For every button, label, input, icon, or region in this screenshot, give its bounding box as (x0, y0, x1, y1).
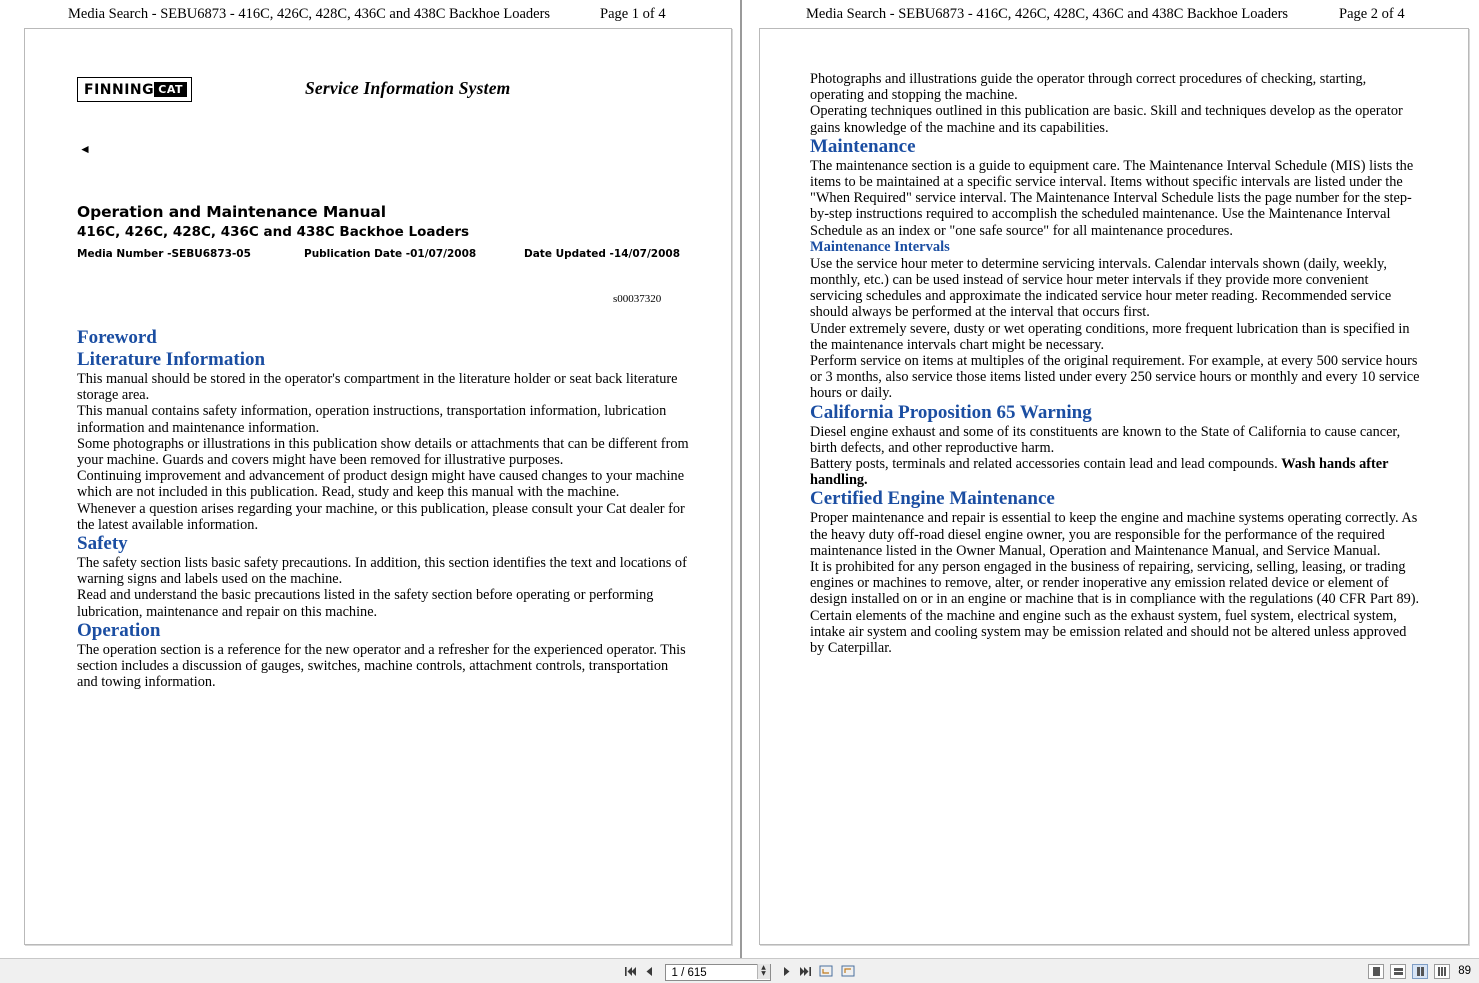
brand-row (77, 77, 687, 107)
paragraph-literature-3: Some photographs or illustrations in this publication show details or attachments that can be different from your machine. Guards and covers might have been removed for illustrative purposes. (77, 435, 689, 469)
page-header-title-right: Media Search - SEBU6873 - 416C, 426C, 428C, 436C and 438C Backhoe Loaders (806, 6, 1289, 22)
stepper-down-icon[interactable]: ▼ (761, 970, 766, 977)
first-page-icon[interactable] (623, 963, 638, 980)
fit-page-icon[interactable] (817, 963, 835, 980)
paragraph-safety-1: The safety section lists basic safety precautions. In addition, this section identifies the text and locations of warning signs and labels used on the machine. (77, 555, 687, 588)
paragraph-california-1: Diesel engine exhaust and some of its constituents are known to the State of California to cause cancer, birth defects, and other reproductive harm. (810, 423, 1401, 456)
page-pane-left (0, 0, 740, 958)
page-header-title-left: Media Search - SEBU6873 - 416C, 426C, 428C, 436C and 438C Backhoe Loaders (68, 6, 551, 22)
facing-pages-view-icon[interactable] (1412, 964, 1428, 979)
paragraph-intervals-2: Under extremely severe, dusty or wet operating conditions, more frequent lubrication than is specified in the maintenance intervals chart might be necessary. (810, 320, 1410, 353)
fit-width-icon[interactable] (839, 963, 857, 980)
heading-foreword: Foreword (77, 327, 157, 348)
subheading-maintenance-intervals: Maintenance Intervals (810, 238, 950, 255)
single-page-view-icon[interactable] (1368, 964, 1384, 979)
page-header-right (740, 6, 1479, 26)
page-number-field-wrapper (665, 963, 771, 980)
continuous-view-icon[interactable] (1390, 964, 1406, 979)
service-information-system-title: Service Information System (305, 78, 511, 98)
paragraph-top-2: Operating techniques outlined in this publication are basic. Skill and techniques develop as the operator gains knowledge of the machine and its capabilities. (810, 103, 1403, 136)
publication-date: Publication Date -01/07/2008 (304, 248, 477, 260)
paragraph-intervals-3: Perform service on items at multiples of the original requirement. For example, at every 500 service hours or 3 months, also service those items listed under every 250 service hours or monthly and every 10 service hours or daily. (810, 353, 1420, 402)
last-page-icon[interactable] (798, 963, 813, 980)
stepper-up-icon[interactable]: ▲ (761, 964, 766, 971)
left-page-text-flow (77, 327, 691, 690)
document-title-line1: Operation and Maintenance Manual (77, 203, 386, 221)
heading-safety: Safety (77, 533, 128, 555)
paragraph-certified-1: Proper maintenance and repair is essential to keep the engine and machine systems operating correctly. As the heavy duty off-road diesel engine owner, you are responsible for the performance of the required maintenance listed in the Owner Manual, Operation and Maintenance Manual, and Service Manual. (810, 510, 1418, 559)
cat-logo-badge: CAT (154, 82, 187, 97)
document-title-block (77, 203, 697, 262)
viewer-toolbar (0, 958, 1479, 983)
toolbar-view-group (1368, 964, 1471, 979)
heading-california-proposition-65: California Proposition 65 Warning (810, 401, 1092, 423)
paragraph-certified-2: It is prohibited for any person engaged in the business of repairing, servicing, selling, leasing, or trading engines or machines to remove, alter, or render inoperative any emission related device or element of design installed on or in an engine or machine that is in compliance with the regulations (40 CFR Part 89). Certain elements of the machine and engine such as the exhaust system, fuel system, electrical system, intake air system and cooling system may be emission related and should not be altered unless approved by Caterpillar. (810, 559, 1420, 657)
right-page-text-flow (810, 71, 1420, 656)
paragraph-california-2 (810, 456, 1420, 488)
page-content-1 (25, 29, 731, 944)
next-page-icon[interactable] (779, 963, 794, 980)
previous-page-icon[interactable] (642, 963, 657, 980)
page-header-pagenum-left: Page 1 of 4 (600, 6, 666, 22)
heading-literature-information: Literature Information (77, 349, 266, 370)
paragraph-maintenance-1: The maintenance section is a guide to equipment care. The Maintenance Interval Schedule (MIS) lists the items to be maintained at a specific service interval. Items without specific intervals are listed under the "When Required" service interval. The Maintenance Interval Schedule lists the page number for the step-by-step instructions required to accomplish the scheduled maintenance. Use the Maintenance Interval Schedule as an index or "one safe source" for all maintenance procedures. (810, 157, 1414, 239)
paragraph-literature-5: Whenever a question arises regarding your machine, or this publication, please consult your Cat dealer for the latest available information. (77, 500, 685, 533)
pane-divider (740, 0, 742, 958)
page-header-pagenum-right: Page 2 of 4 (1339, 6, 1405, 22)
page-content-2 (760, 29, 1468, 944)
paragraph-operation-1: The operation section is a reference for the new operator and a refresher for the experienced operator. This section includes a discussion of gauges, switches, machine controls, attachment controls, transportation and towing information. (77, 641, 686, 691)
book-view-icon[interactable] (1434, 964, 1450, 979)
paragraph-literature-1: This manual should be stored in the operator's compartment in the literature holder or seat back literature storage area. (77, 371, 678, 404)
paragraph-california-2-bold: Wash hands after handling. (810, 456, 1389, 489)
document-reference-id: s00037320 (613, 293, 662, 305)
media-number: Media Number -SEBU6873-05 (77, 248, 251, 260)
paragraph-literature-4: Continuing improvement and advancement of product design might have caused changes to your machine which are not included in this publication. Read, study and keep this manual with the machine. (77, 468, 685, 501)
paragraph-top-1: Photographs and illustrations guide the operator through correct procedures of checking, starting, operating and stopping the machine. (810, 71, 1367, 104)
back-arrow-icon[interactable]: ◄ (79, 142, 91, 156)
page-number-input[interactable] (665, 964, 771, 981)
document-title-line2: 416C, 426C, 428C, 436C and 438C Backhoe Loaders (77, 224, 470, 240)
page-sheet-1 (24, 28, 732, 945)
paragraph-california-2-text: Battery posts, terminals and related accessories contain lead and lead compounds. (810, 456, 1282, 473)
page-pane-right (740, 0, 1479, 958)
paragraph-intervals-1: Use the service hour meter to determine servicing intervals. Calendar intervals shown (daily, weekly, monthly, etc.) can be used instead of service hour meter intervals if they provide more convenient servicing schedules and approximate the indicated service hour meter reading. Recommended service should always be performed at the interval that occurs first. (810, 255, 1392, 321)
date-updated: Date Updated -14/07/2008 (524, 248, 681, 260)
heading-maintenance: Maintenance (810, 135, 916, 157)
heading-operation: Operation (77, 619, 161, 641)
zoom-level-label: 89 (1458, 965, 1471, 977)
heading-certified-engine-maintenance: Certified Engine Maintenance (810, 488, 1055, 510)
finning-logo (77, 77, 192, 102)
page-number-stepper[interactable] (757, 964, 770, 979)
page-sheet-2 (759, 28, 1469, 945)
paragraph-safety-2: Read and understand the basic precautions listed in the safety section before operating or performing lubrication, maintenance and repair on this machine. (77, 587, 654, 620)
finning-logo-text: FINNING (84, 81, 155, 98)
paragraph-literature-2: This manual contains safety information, operation instructions, transportation information, lubrication information and maintenance information. (77, 403, 667, 436)
page-header-left (0, 6, 740, 26)
document-metadata-row (77, 248, 697, 262)
toolbar-navigation-group (0, 963, 1479, 980)
